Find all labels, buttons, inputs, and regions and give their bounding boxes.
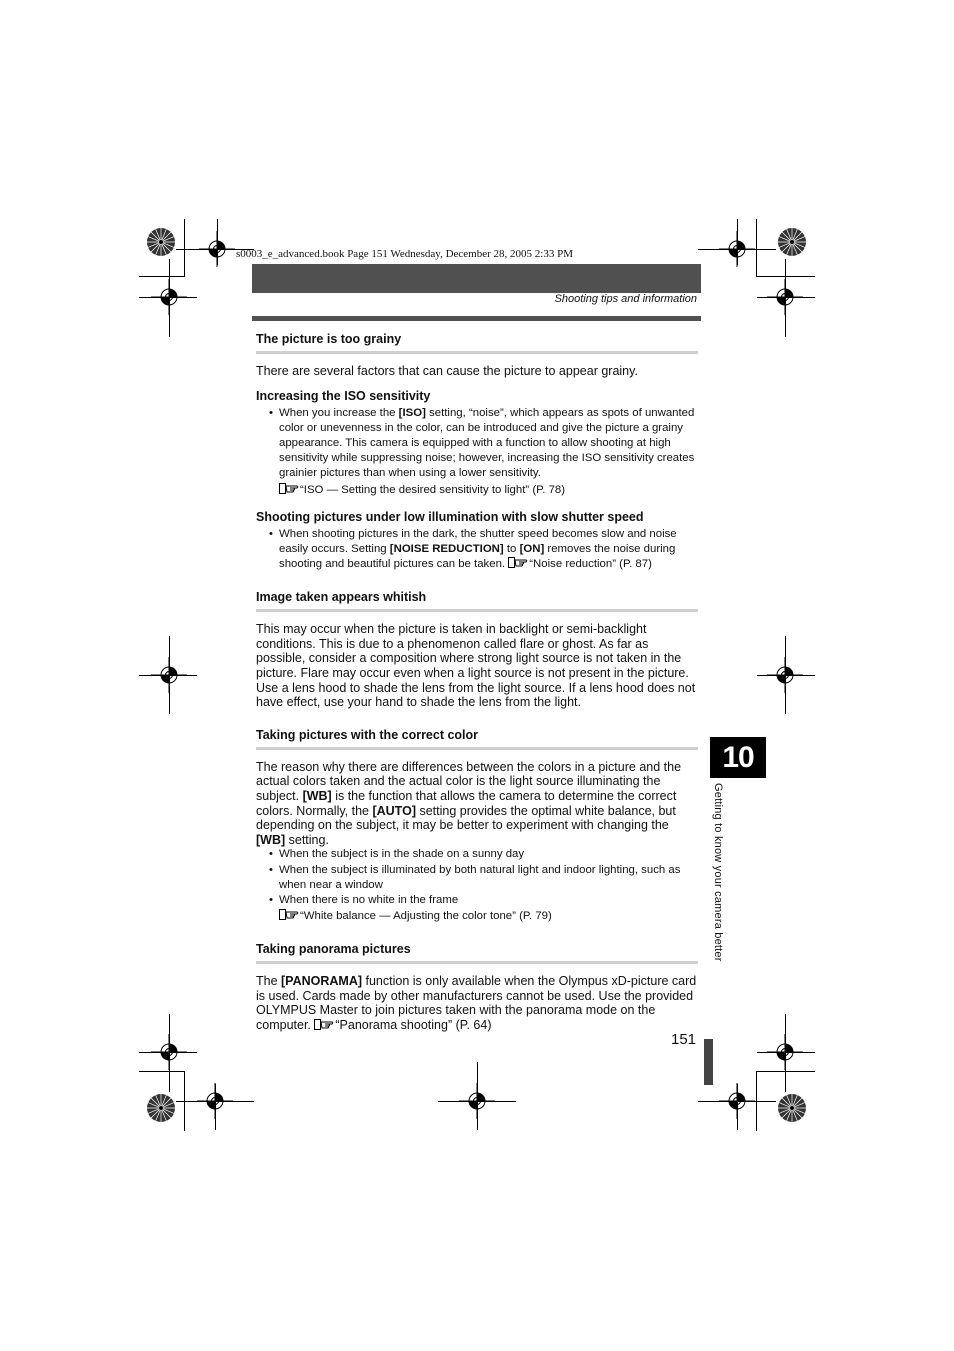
color-bullets bbox=[256, 847, 698, 908]
page-number: 151 bbox=[671, 1031, 697, 1048]
color-bar-star-icon bbox=[146, 1093, 176, 1123]
chapter-title-vertical: Getting to know your camera better bbox=[712, 783, 724, 962]
section-heading-panorama: Taking panorama pictures bbox=[256, 942, 698, 964]
subheading-slow-shutter: Shooting pictures under low illumination with slow shutter speed bbox=[256, 509, 644, 524]
color-bar-star-icon bbox=[777, 1093, 807, 1123]
white-balance-reference[interactable]: “White balance — Adjusting the color tone” (P. 79) bbox=[256, 908, 698, 924]
section-heading-color: Taking pictures with the correct color bbox=[256, 728, 698, 750]
reference-pointer-icon bbox=[279, 909, 299, 920]
iso-bullets bbox=[256, 406, 698, 482]
header-bar bbox=[252, 264, 701, 293]
running-title: Shooting tips and information bbox=[554, 293, 697, 305]
book-info-line: s0003_e_advanced.book Page 151 Wednesday, December 28, 2005 2:33 PM bbox=[236, 248, 573, 260]
panorama-body: The [PANORAMA] function is only available when the Olympus xD-picture card is used. Cards made by other manufacturers cannot be used. Use the provided OLYMPUS Master to join pictures taken with the panorama mode on the computer. “Panorama shooting” (P. 64) bbox=[256, 974, 697, 1032]
list-item: • When there is no white in the frame bbox=[256, 893, 698, 908]
iso-reference[interactable]: “ISO — Setting the desired sensitivity to light” (P. 78) bbox=[256, 482, 698, 498]
panorama-reference[interactable]: “Panorama shooting” (P. 64) bbox=[335, 1017, 492, 1032]
color-body: The reason why there are differences between the colors in a picture and the actual colors taken and the actual color is the light source illuminating the subject. [WB] is the function that allows the camera to determine the correct colors. Normally, the [AUTO] setting provides the optimal white balance, but depending on the subject, it may be better to experiment with changing the [WB] setting. bbox=[256, 759, 682, 847]
slow-shutter-bullets bbox=[256, 527, 698, 573]
color-bar-star-icon bbox=[146, 227, 176, 257]
reference-pointer-icon bbox=[314, 1019, 334, 1030]
color-bar-star-icon bbox=[777, 227, 807, 257]
subheading-iso: Increasing the ISO sensitivity bbox=[256, 388, 431, 403]
grainy-intro: There are several factors that can cause the picture to appear grainy. bbox=[256, 364, 638, 378]
list-item: • When the subject is illuminated by both natural light and indoor lighting, such as when near a window bbox=[256, 863, 698, 893]
page-number-bar bbox=[704, 1039, 713, 1085]
section-heading-whitish: Image taken appears whitish bbox=[256, 590, 698, 612]
list-item: • When shooting pictures in the dark, the shutter speed becomes slow and noise easily occurs. Setting [NOISE REDUCTION] to [ON] removes the noise during shooting and beautiful pictures can be taken. “Noise reduction” (P. 87) bbox=[256, 527, 698, 573]
chapter-tab: 10 bbox=[710, 737, 766, 778]
reference-pointer-icon bbox=[279, 483, 299, 494]
page-content bbox=[256, 332, 698, 1037]
header-rule bbox=[252, 316, 701, 321]
list-item: • When the subject is in the shade on a sunny day bbox=[256, 847, 698, 862]
list-item: • When you increase the [ISO] setting, “noise”, which appears as spots of unwanted color or unevenness in the color, can be introduced and give the picture a grainy appearance. This camera is equipped with a function to allow shooting at high sensitivity while suppressing noise; however, increasing the ISO sensitivity creates grainier pictures than when using a lower sensitivity. bbox=[256, 406, 698, 482]
noise-reduction-reference[interactable]: “Noise reduction” (P. 87) bbox=[529, 558, 652, 571]
section-heading-grainy: The picture is too grainy bbox=[256, 332, 698, 354]
whitish-body: This may occur when the picture is taken in backlight or semi-backlight conditions. This is due to a phenomenon called flare or ghost. As far as possible, consider a composition where strong light source is not taken in the picture. Flare may occur even when a light source is not present in the picture. Use a lens hood to shade the lens from the light source. If a lens hood does not have effect, use your hand to shade the lens from the light. bbox=[256, 622, 696, 710]
reference-pointer-icon bbox=[508, 557, 528, 568]
